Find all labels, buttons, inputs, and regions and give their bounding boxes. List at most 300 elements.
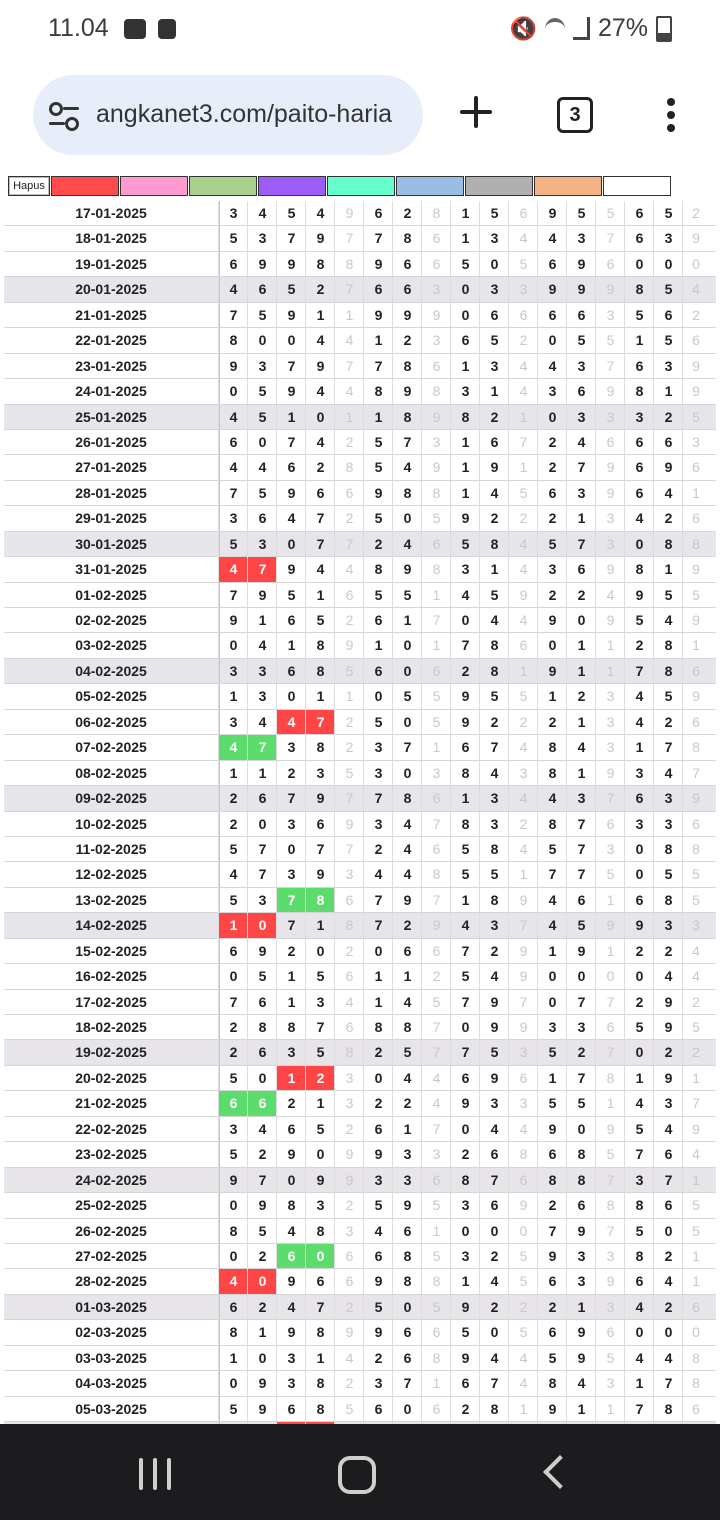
number-cell[interactable]: 6 <box>624 201 654 225</box>
erase-button[interactable]: Hapus <box>8 176 50 196</box>
number-cell[interactable]: 2 <box>653 939 683 963</box>
number-cell[interactable]: 8 <box>218 328 248 352</box>
number-cell[interactable]: 6 <box>305 481 335 505</box>
number-cell[interactable]: 7 <box>421 1117 451 1141</box>
number-cell[interactable]: 6 <box>218 1091 248 1115</box>
number-cell[interactable]: 1 <box>276 633 306 657</box>
number-cell[interactable]: 4 <box>508 532 538 556</box>
number-cell[interactable]: 3 <box>247 888 277 912</box>
number-cell[interactable]: 7 <box>218 481 248 505</box>
number-cell[interactable]: 2 <box>305 277 335 301</box>
number-cell[interactable]: 6 <box>653 1193 683 1217</box>
number-cell[interactable]: 8 <box>392 226 422 250</box>
number-cell[interactable]: 6 <box>421 1397 451 1421</box>
number-cell[interactable]: 7 <box>653 1168 683 1192</box>
number-cell[interactable]: 4 <box>479 608 509 632</box>
number-cell[interactable]: 6 <box>682 812 709 836</box>
number-cell[interactable]: 6 <box>305 812 335 836</box>
number-cell[interactable]: 6 <box>247 506 277 530</box>
number-cell[interactable]: 0 <box>624 1040 654 1064</box>
number-cell[interactable]: 4 <box>305 557 335 581</box>
number-cell[interactable]: 3 <box>218 710 248 734</box>
number-cell[interactable]: 5 <box>334 659 364 683</box>
number-cell[interactable]: 8 <box>305 1397 335 1421</box>
number-cell[interactable]: 2 <box>624 633 654 657</box>
number-cell[interactable]: 5 <box>450 252 480 276</box>
number-cell[interactable]: 8 <box>479 1397 509 1421</box>
number-cell[interactable]: 6 <box>682 506 709 530</box>
number-cell[interactable]: 4 <box>537 354 567 378</box>
number-cell[interactable]: 7 <box>247 862 277 886</box>
number-cell[interactable]: 6 <box>682 455 709 479</box>
number-cell[interactable]: 2 <box>334 1117 364 1141</box>
number-cell[interactable]: 5 <box>363 710 393 734</box>
number-cell[interactable]: 8 <box>421 201 451 225</box>
number-cell[interactable]: 6 <box>421 939 451 963</box>
number-cell[interactable]: 0 <box>247 430 277 454</box>
number-cell[interactable]: 8 <box>508 1142 538 1166</box>
number-cell[interactable]: 2 <box>218 812 248 836</box>
number-cell[interactable]: 5 <box>334 1397 364 1421</box>
number-cell[interactable]: 5 <box>450 964 480 988</box>
number-cell[interactable]: 8 <box>421 481 451 505</box>
number-cell[interactable]: 7 <box>450 939 480 963</box>
number-cell[interactable]: 5 <box>218 1066 248 1090</box>
number-cell[interactable]: 1 <box>624 1066 654 1090</box>
number-cell[interactable]: 9 <box>247 252 277 276</box>
number-cell[interactable]: 5 <box>653 201 683 225</box>
number-cell[interactable]: 7 <box>479 1168 509 1192</box>
number-cell[interactable]: 4 <box>218 557 248 581</box>
number-cell[interactable]: 8 <box>363 557 393 581</box>
number-cell[interactable]: 9 <box>682 608 709 632</box>
number-cell[interactable]: 8 <box>450 405 480 429</box>
number-cell[interactable]: 9 <box>276 1142 306 1166</box>
address-bar[interactable] <box>33 75 423 155</box>
number-cell[interactable]: 4 <box>392 837 422 861</box>
number-cell[interactable]: 0 <box>450 1015 480 1039</box>
number-cell[interactable]: 9 <box>479 990 509 1014</box>
number-cell[interactable]: 1 <box>392 608 422 632</box>
number-cell[interactable]: 1 <box>334 303 364 327</box>
number-cell[interactable]: 6 <box>421 252 451 276</box>
number-cell[interactable]: 3 <box>334 862 364 886</box>
number-cell[interactable]: 9 <box>595 379 625 403</box>
number-cell[interactable]: 0 <box>363 939 393 963</box>
number-cell[interactable]: 5 <box>363 455 393 479</box>
number-cell[interactable]: 8 <box>682 837 709 861</box>
number-cell[interactable]: 9 <box>537 201 567 225</box>
number-cell[interactable]: 6 <box>537 303 567 327</box>
number-cell[interactable]: 0 <box>537 328 567 352</box>
number-cell[interactable]: 0 <box>653 1320 683 1344</box>
number-cell[interactable]: 7 <box>247 735 277 759</box>
number-cell[interactable]: 6 <box>537 481 567 505</box>
site-settings-icon[interactable] <box>49 103 81 129</box>
number-cell[interactable]: 7 <box>682 761 709 785</box>
number-cell[interactable]: 9 <box>305 862 335 886</box>
number-cell[interactable]: 0 <box>479 1219 509 1243</box>
number-cell[interactable]: 2 <box>479 939 509 963</box>
number-cell[interactable]: 3 <box>653 913 683 937</box>
number-cell[interactable]: 7 <box>276 888 306 912</box>
number-cell[interactable]: 3 <box>653 1091 683 1115</box>
number-cell[interactable]: 3 <box>682 430 709 454</box>
number-cell[interactable]: 4 <box>682 939 709 963</box>
tab-switcher-button[interactable]: 3 <box>557 97 593 133</box>
number-cell[interactable]: 5 <box>566 328 596 352</box>
number-cell[interactable]: 1 <box>392 964 422 988</box>
number-cell[interactable]: 7 <box>508 990 538 1014</box>
number-cell[interactable]: 5 <box>682 583 709 607</box>
number-cell[interactable]: 6 <box>392 277 422 301</box>
number-cell[interactable]: 2 <box>276 1091 306 1115</box>
number-cell[interactable]: 7 <box>421 1040 451 1064</box>
number-cell[interactable]: 0 <box>276 532 306 556</box>
number-cell[interactable]: 6 <box>421 659 451 683</box>
color-swatch-2[interactable] <box>120 176 188 196</box>
number-cell[interactable]: 9 <box>653 455 683 479</box>
number-cell[interactable]: 6 <box>334 1015 364 1039</box>
number-cell[interactable]: 6 <box>305 1269 335 1293</box>
number-cell[interactable]: 9 <box>508 1015 538 1039</box>
number-cell[interactable]: 6 <box>450 735 480 759</box>
number-cell[interactable]: 2 <box>624 939 654 963</box>
number-cell[interactable]: 4 <box>537 888 567 912</box>
number-cell[interactable]: 5 <box>247 1219 277 1243</box>
number-cell[interactable]: 5 <box>508 1269 538 1293</box>
number-cell[interactable]: 8 <box>334 1040 364 1064</box>
number-cell[interactable]: 3 <box>276 1040 306 1064</box>
number-cell[interactable]: 8 <box>537 1371 567 1395</box>
back-icon[interactable] <box>543 1455 577 1489</box>
number-cell[interactable]: 5 <box>421 506 451 530</box>
number-cell[interactable]: 8 <box>595 1193 625 1217</box>
number-cell[interactable]: 0 <box>276 328 306 352</box>
number-cell[interactable]: 6 <box>624 455 654 479</box>
url-text[interactable]: angkanet3.com/paito-haria <box>96 100 393 128</box>
number-cell[interactable]: 8 <box>392 1244 422 1268</box>
number-cell[interactable]: 4 <box>305 379 335 403</box>
number-cell[interactable]: 7 <box>363 913 393 937</box>
number-cell[interactable]: 7 <box>363 226 393 250</box>
number-cell[interactable]: 3 <box>508 1091 538 1115</box>
number-cell[interactable]: 9 <box>247 1397 277 1421</box>
number-cell[interactable]: 3 <box>421 761 451 785</box>
number-cell[interactable]: 8 <box>421 1346 451 1370</box>
number-cell[interactable]: 4 <box>363 1219 393 1243</box>
number-cell[interactable]: 9 <box>682 226 709 250</box>
number-cell[interactable]: 9 <box>653 1015 683 1039</box>
number-cell[interactable]: 8 <box>421 862 451 886</box>
number-cell[interactable]: 2 <box>479 506 509 530</box>
number-cell[interactable]: 5 <box>624 1015 654 1039</box>
number-cell[interactable]: 3 <box>653 354 683 378</box>
number-cell[interactable]: 1 <box>276 1066 306 1090</box>
number-cell[interactable]: 9 <box>305 354 335 378</box>
number-cell[interactable]: 9 <box>508 939 538 963</box>
number-cell[interactable]: 1 <box>392 1117 422 1141</box>
color-swatch-6[interactable] <box>396 176 464 196</box>
number-cell[interactable]: 2 <box>334 430 364 454</box>
number-cell[interactable]: 6 <box>537 1269 567 1293</box>
number-cell[interactable]: 8 <box>624 1193 654 1217</box>
number-cell[interactable]: 0 <box>450 277 480 301</box>
number-cell[interactable]: 9 <box>508 964 538 988</box>
number-cell[interactable]: 2 <box>363 1040 393 1064</box>
number-cell[interactable]: 5 <box>450 837 480 861</box>
number-cell[interactable]: 3 <box>595 710 625 734</box>
number-cell[interactable]: 4 <box>682 1142 709 1166</box>
number-cell[interactable]: 9 <box>218 1168 248 1192</box>
number-cell[interactable]: 8 <box>305 1219 335 1243</box>
number-cell[interactable]: 3 <box>566 405 596 429</box>
number-cell[interactable]: 5 <box>421 990 451 1014</box>
number-cell[interactable]: 9 <box>566 939 596 963</box>
number-cell[interactable]: 6 <box>392 939 422 963</box>
number-cell[interactable]: 5 <box>537 532 567 556</box>
number-cell[interactable]: 1 <box>334 684 364 708</box>
number-cell[interactable]: 7 <box>566 532 596 556</box>
number-cell[interactable]: 5 <box>479 862 509 886</box>
number-cell[interactable]: 0 <box>218 379 248 403</box>
number-cell[interactable]: 5 <box>421 684 451 708</box>
number-cell[interactable]: 9 <box>595 455 625 479</box>
number-cell[interactable]: 9 <box>537 659 567 683</box>
number-cell[interactable]: 5 <box>363 583 393 607</box>
number-cell[interactable]: 3 <box>566 481 596 505</box>
number-cell[interactable]: 6 <box>247 1091 277 1115</box>
number-cell[interactable]: 6 <box>334 1244 364 1268</box>
number-cell[interactable]: 2 <box>566 684 596 708</box>
number-cell[interactable]: 1 <box>421 583 451 607</box>
number-cell[interactable]: 7 <box>392 430 422 454</box>
number-cell[interactable]: 4 <box>682 277 709 301</box>
number-cell[interactable]: 1 <box>595 939 625 963</box>
number-cell[interactable]: 0 <box>276 1168 306 1192</box>
number-cell[interactable]: 9 <box>566 1346 596 1370</box>
number-cell[interactable]: 9 <box>392 1193 422 1217</box>
number-cell[interactable]: 7 <box>218 990 248 1014</box>
number-cell[interactable]: 5 <box>566 201 596 225</box>
number-cell[interactable]: 5 <box>682 405 709 429</box>
number-cell[interactable]: 9 <box>537 1244 567 1268</box>
number-cell[interactable]: 5 <box>624 1219 654 1243</box>
number-cell[interactable]: 2 <box>682 303 709 327</box>
number-cell[interactable]: 7 <box>595 1040 625 1064</box>
number-cell[interactable]: 1 <box>682 481 709 505</box>
number-cell[interactable]: 5 <box>276 277 306 301</box>
number-cell[interactable]: 4 <box>682 964 709 988</box>
number-cell[interactable]: 9 <box>682 684 709 708</box>
number-cell[interactable]: 7 <box>334 226 364 250</box>
number-cell[interactable]: 4 <box>421 1091 451 1115</box>
number-cell[interactable]: 2 <box>508 506 538 530</box>
number-cell[interactable]: 9 <box>653 1066 683 1090</box>
number-cell[interactable]: 1 <box>363 633 393 657</box>
number-cell[interactable]: 7 <box>334 786 364 810</box>
number-cell[interactable]: 0 <box>682 1320 709 1344</box>
number-cell[interactable]: 5 <box>392 684 422 708</box>
number-cell[interactable]: 3 <box>624 812 654 836</box>
number-cell[interactable]: 2 <box>653 1040 683 1064</box>
number-cell[interactable]: 6 <box>334 583 364 607</box>
number-cell[interactable]: 9 <box>276 252 306 276</box>
number-cell[interactable]: 5 <box>392 583 422 607</box>
number-cell[interactable]: 4 <box>334 328 364 352</box>
number-cell[interactable]: 3 <box>595 1244 625 1268</box>
number-cell[interactable]: 4 <box>276 1295 306 1319</box>
number-cell[interactable]: 3 <box>247 659 277 683</box>
number-cell[interactable]: 0 <box>624 252 654 276</box>
number-cell[interactable]: 0 <box>653 252 683 276</box>
number-cell[interactable]: 1 <box>653 379 683 403</box>
number-cell[interactable]: 1 <box>682 1244 709 1268</box>
number-cell[interactable]: 4 <box>479 1346 509 1370</box>
number-cell[interactable]: 8 <box>247 1015 277 1039</box>
number-cell[interactable]: 2 <box>508 328 538 352</box>
number-cell[interactable]: 3 <box>508 277 538 301</box>
number-cell[interactable]: 4 <box>479 481 509 505</box>
number-cell[interactable]: 6 <box>363 201 393 225</box>
number-cell[interactable]: 6 <box>363 608 393 632</box>
number-cell[interactable]: 2 <box>218 1040 248 1064</box>
number-cell[interactable]: 4 <box>624 1346 654 1370</box>
number-cell[interactable]: 5 <box>624 1117 654 1141</box>
number-cell[interactable]: 7 <box>653 1371 683 1395</box>
number-cell[interactable]: 5 <box>247 964 277 988</box>
number-cell[interactable]: 4 <box>566 430 596 454</box>
number-cell[interactable]: 6 <box>450 1066 480 1090</box>
number-cell[interactable]: 1 <box>450 1269 480 1293</box>
number-cell[interactable]: 8 <box>218 1219 248 1243</box>
number-cell[interactable]: 5 <box>218 226 248 250</box>
number-cell[interactable]: 9 <box>595 557 625 581</box>
number-cell[interactable]: 2 <box>479 710 509 734</box>
number-cell[interactable]: 3 <box>595 684 625 708</box>
number-cell[interactable]: 6 <box>334 964 364 988</box>
number-cell[interactable]: 4 <box>479 964 509 988</box>
number-cell[interactable]: 7 <box>276 913 306 937</box>
number-cell[interactable]: 8 <box>305 1371 335 1395</box>
number-cell[interactable]: 9 <box>566 277 596 301</box>
number-cell[interactable]: 2 <box>334 608 364 632</box>
number-cell[interactable]: 9 <box>595 608 625 632</box>
number-cell[interactable]: 3 <box>537 557 567 581</box>
number-cell[interactable]: 7 <box>276 354 306 378</box>
number-cell[interactable]: 5 <box>305 964 335 988</box>
number-cell[interactable]: 3 <box>479 226 509 250</box>
number-cell[interactable]: 7 <box>276 226 306 250</box>
number-cell[interactable]: 4 <box>508 1346 538 1370</box>
number-cell[interactable]: 4 <box>624 684 654 708</box>
number-cell[interactable]: 8 <box>305 633 335 657</box>
number-cell[interactable]: 0 <box>305 405 335 429</box>
number-cell[interactable]: 8 <box>305 1320 335 1344</box>
number-cell[interactable]: 1 <box>450 481 480 505</box>
number-cell[interactable]: 9 <box>421 455 451 479</box>
number-cell[interactable]: 1 <box>421 735 451 759</box>
number-cell[interactable]: 4 <box>247 201 277 225</box>
number-cell[interactable]: 7 <box>276 430 306 454</box>
number-cell[interactable]: 1 <box>334 405 364 429</box>
number-cell[interactable]: 9 <box>363 481 393 505</box>
number-cell[interactable]: 6 <box>247 990 277 1014</box>
number-cell[interactable]: 5 <box>276 583 306 607</box>
number-cell[interactable]: 8 <box>479 837 509 861</box>
number-cell[interactable]: 2 <box>334 710 364 734</box>
number-cell[interactable]: 2 <box>508 710 538 734</box>
number-cell[interactable]: 8 <box>334 252 364 276</box>
number-cell[interactable]: 2 <box>247 1244 277 1268</box>
color-swatch-5[interactable] <box>327 176 395 196</box>
number-cell[interactable]: 0 <box>450 303 480 327</box>
number-cell[interactable]: 9 <box>392 557 422 581</box>
number-cell[interactable]: 9 <box>334 1168 364 1192</box>
number-cell[interactable]: 6 <box>682 328 709 352</box>
number-cell[interactable]: 1 <box>305 1091 335 1115</box>
number-cell[interactable]: 8 <box>479 888 509 912</box>
number-cell[interactable]: 9 <box>450 684 480 708</box>
number-cell[interactable]: 4 <box>334 557 364 581</box>
number-cell[interactable]: 7 <box>595 990 625 1014</box>
number-cell[interactable]: 0 <box>218 1193 248 1217</box>
recents-icon[interactable] <box>139 1458 171 1490</box>
number-cell[interactable]: 7 <box>450 1040 480 1064</box>
number-cell[interactable]: 7 <box>305 1015 335 1039</box>
number-cell[interactable]: 3 <box>624 1168 654 1192</box>
number-cell[interactable]: 9 <box>537 1117 567 1141</box>
number-cell[interactable]: 8 <box>305 659 335 683</box>
number-cell[interactable]: 3 <box>421 277 451 301</box>
number-cell[interactable]: 2 <box>392 201 422 225</box>
number-cell[interactable]: 3 <box>276 862 306 886</box>
number-cell[interactable]: 8 <box>450 761 480 785</box>
number-cell[interactable]: 1 <box>450 226 480 250</box>
number-cell[interactable]: 9 <box>363 303 393 327</box>
number-cell[interactable]: 9 <box>595 481 625 505</box>
number-cell[interactable]: 3 <box>595 735 625 759</box>
number-cell[interactable]: 5 <box>537 837 567 861</box>
number-cell[interactable]: 9 <box>450 1346 480 1370</box>
number-cell[interactable]: 1 <box>566 1397 596 1421</box>
number-cell[interactable]: 4 <box>218 405 248 429</box>
number-cell[interactable]: 8 <box>363 1015 393 1039</box>
number-cell[interactable]: 7 <box>479 735 509 759</box>
number-cell[interactable]: 4 <box>508 608 538 632</box>
number-cell[interactable]: 9 <box>392 303 422 327</box>
number-cell[interactable]: 1 <box>566 1295 596 1319</box>
number-cell[interactable]: 6 <box>624 430 654 454</box>
number-cell[interactable]: 0 <box>247 328 277 352</box>
number-cell[interactable]: 6 <box>363 1117 393 1141</box>
number-cell[interactable]: 3 <box>479 354 509 378</box>
number-cell[interactable]: 9 <box>421 913 451 937</box>
number-cell[interactable]: 1 <box>479 379 509 403</box>
number-cell[interactable]: 6 <box>624 888 654 912</box>
number-cell[interactable]: 7 <box>218 583 248 607</box>
number-cell[interactable]: 2 <box>363 532 393 556</box>
number-cell[interactable]: 5 <box>421 1295 451 1319</box>
number-cell[interactable]: 4 <box>276 710 306 734</box>
number-cell[interactable]: 5 <box>247 303 277 327</box>
number-cell[interactable]: 6 <box>595 1015 625 1039</box>
number-cell[interactable]: 2 <box>537 1295 567 1319</box>
number-cell[interactable]: 6 <box>508 633 538 657</box>
number-cell[interactable]: 7 <box>682 1091 709 1115</box>
number-cell[interactable]: 6 <box>624 481 654 505</box>
number-cell[interactable]: 4 <box>247 710 277 734</box>
